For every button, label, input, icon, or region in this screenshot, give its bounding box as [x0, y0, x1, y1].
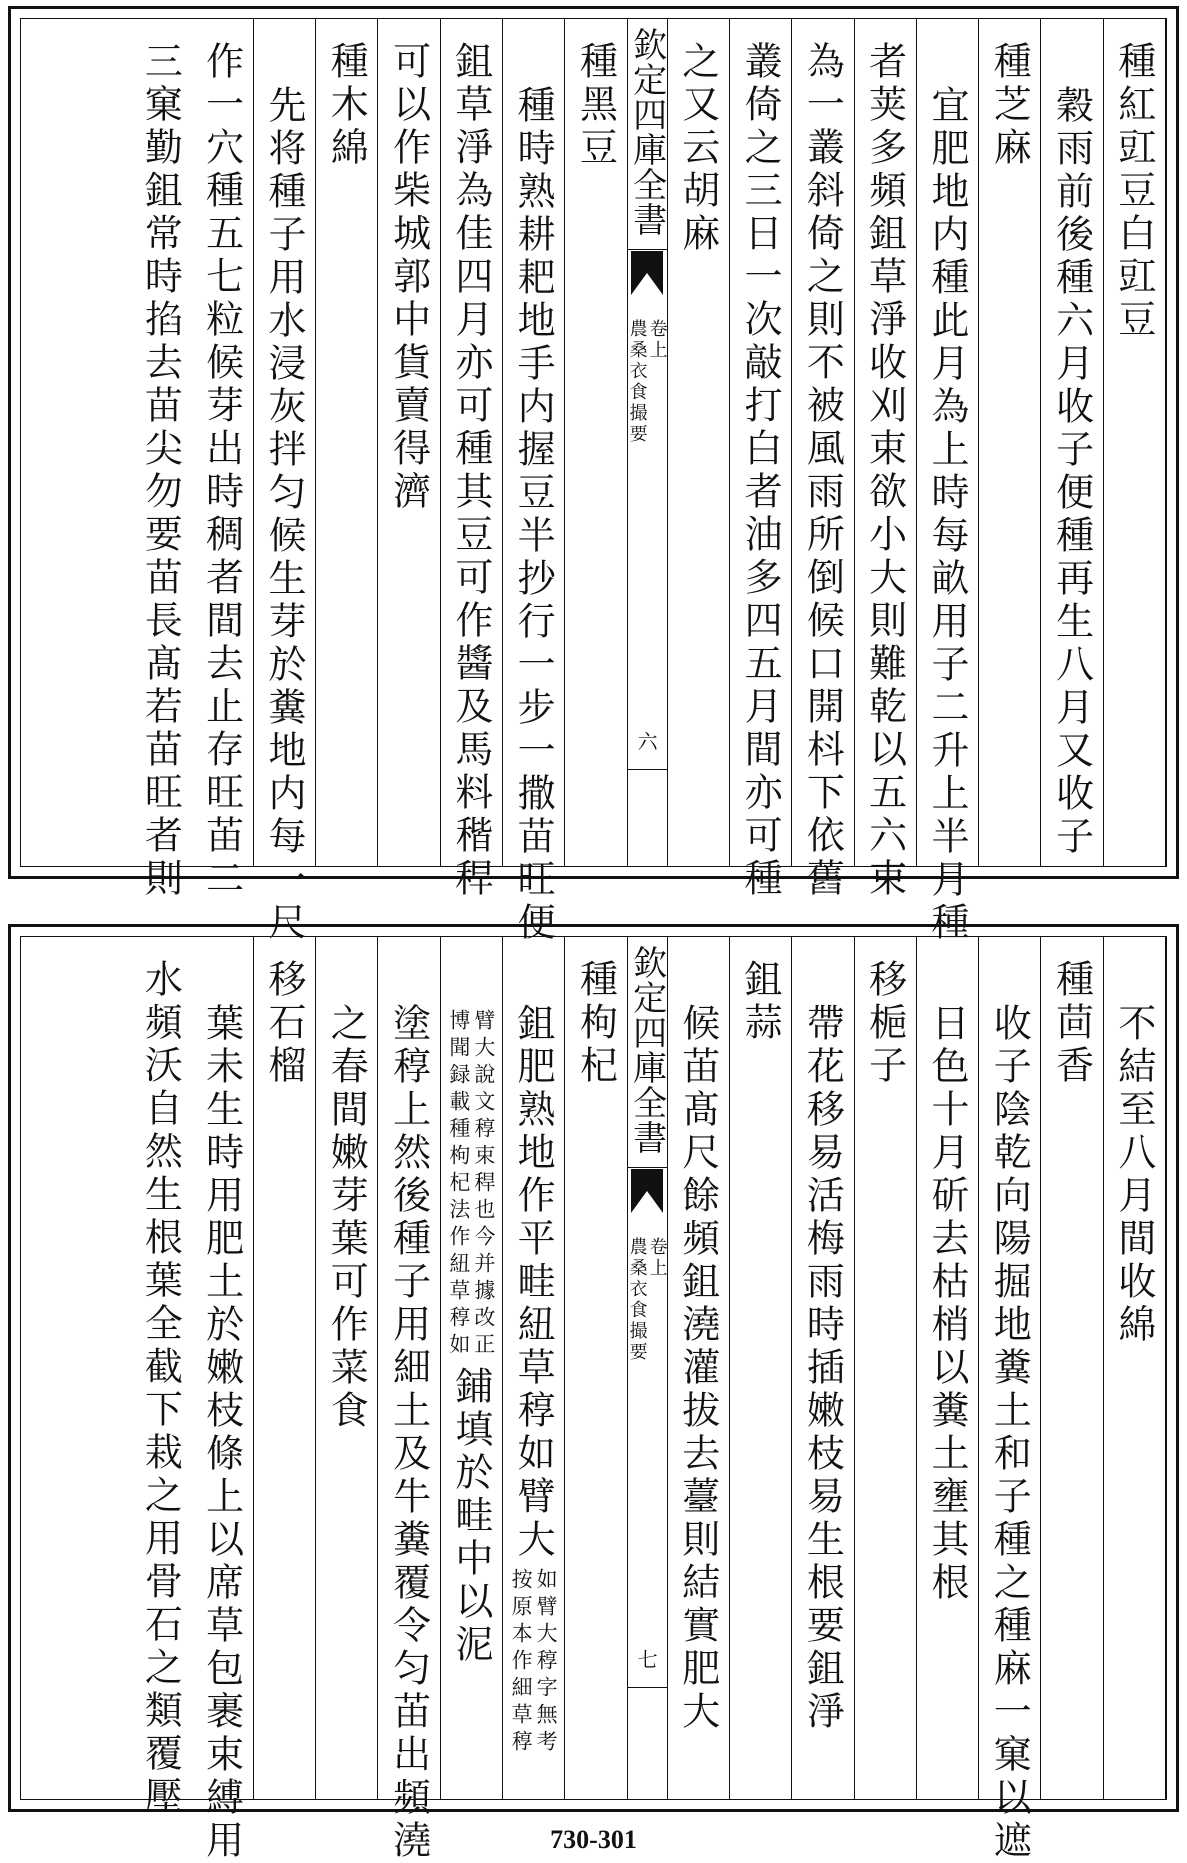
- body-text: 先将種子用水浸灰拌匀候生芽於糞地内每一尺: [261, 85, 306, 945]
- page-code: 730-301: [550, 1825, 637, 1854]
- text-column: [315, 937, 378, 1799]
- heading-text: 移梔子: [862, 959, 907, 1088]
- heading-text: 水頻沃自然生根葉全截下栽之用骨石之類覆壓: [138, 959, 183, 1819]
- heading-text: 種芝麻: [987, 41, 1032, 170]
- banner-rule: [627, 769, 667, 770]
- text-column: [916, 19, 979, 945]
- heading-text: 叢倚之三日一次敲打白者油多四五月間亦可種: [738, 41, 783, 901]
- heading-text: 種紅豇豆白豇豆: [1111, 41, 1156, 342]
- body-text: 日色十月斫去枯梢以糞土壅其根: [924, 1003, 969, 1605]
- heading-text: 種木綿: [324, 41, 369, 170]
- text-column: [978, 937, 1041, 1863]
- text-column: [440, 937, 503, 1799]
- text-column: [253, 19, 316, 945]
- body-text: 葉未生時用肥土於嫩枝條上以席草包裹束縛用: [199, 1003, 244, 1863]
- heading-text: 者荚多頻鉏草淨收刈束欲小大則難乾以五六束: [862, 41, 907, 901]
- book-title-line: 農桑衣食撮要: [626, 1237, 648, 1363]
- text-column: [667, 937, 730, 1799]
- note-line: 臂大說文稕束稈也今并據改正: [471, 1009, 496, 1360]
- text-column: [854, 19, 917, 901]
- heading-text: 鉏草淨為佳四月亦可種其豆可作醬及馬料稭稈: [448, 41, 493, 901]
- text-column: [1103, 937, 1166, 1799]
- text-column: [564, 937, 627, 1799]
- top-page-frame: [20, 18, 1167, 945]
- text-column: [791, 19, 854, 901]
- text-column: [1103, 19, 1166, 866]
- text-column: [315, 19, 378, 866]
- fishtail-mark: [631, 1169, 663, 1213]
- body-text: 不結至八月間收綿: [1111, 1003, 1156, 1347]
- text-column: [377, 937, 440, 1863]
- text-column: [129, 19, 191, 901]
- banner-rule: [627, 1687, 667, 1688]
- text-column: [502, 19, 565, 945]
- commentary-note: [448, 1009, 494, 1360]
- text-column: [667, 19, 730, 866]
- book-title: [627, 319, 667, 739]
- note-line: 按原本作細草稕: [509, 1568, 534, 1757]
- heading-text: 種黑豆: [573, 41, 618, 170]
- text-column: [729, 19, 792, 901]
- leaf-number: 七: [634, 1649, 659, 1669]
- text-column: [191, 19, 254, 901]
- heading-text: 種枸杞: [573, 959, 618, 1088]
- body-text: 宜肥地内種此月為上時每畝用子二升上半月種: [924, 85, 969, 945]
- heading-text: 之又云胡麻: [675, 41, 720, 256]
- body-text: 塗稕上然後種子用細土及牛糞覆令匀苖出頻澆: [386, 1003, 431, 1863]
- book-title: [627, 1237, 667, 1657]
- book-title-line: 卷上: [646, 319, 668, 361]
- text-column: [854, 937, 917, 1799]
- library-title: 欽定四庫全書: [627, 27, 667, 250]
- center-banner: [627, 19, 668, 866]
- top-page: [8, 6, 1179, 945]
- text-column: [564, 19, 627, 866]
- body-text: 帶花移易活梅雨時插嫩枝易生根要鉏淨: [800, 1003, 845, 1734]
- text-column: [191, 937, 254, 1863]
- heading-text: 鉏蒜: [738, 959, 783, 1045]
- commentary-note: [509, 1568, 559, 1757]
- text-column: [729, 937, 792, 1799]
- text-column: [791, 937, 854, 1799]
- body-text: 收子陰乾向陽掘地糞土和子種之種麻一窠以遮: [987, 1003, 1032, 1863]
- heading-text: 移石榴: [261, 959, 306, 1088]
- text-column: [253, 937, 316, 1799]
- heading-text: 三窠勤鉏常時掐去苗尖勿要苗長髙若苗旺者則: [138, 41, 183, 901]
- main-text: 鉏肥熟地作平畦紐草稕如臂大: [511, 1003, 556, 1562]
- body-text: 之春間嫩芽葉可作菜食: [324, 1003, 369, 1433]
- main-text: 鋪填於畦中以泥: [448, 1366, 493, 1667]
- heading-text: 為一叢斜倚之則不被風雨所倒候口開枓下依舊: [800, 41, 845, 901]
- text-column: [502, 937, 565, 1799]
- text-column: [916, 937, 979, 1799]
- note-line: 博聞録載種枸杞法作紐草稕如: [446, 1009, 471, 1360]
- body-text: 種時熟耕耙地手内握豆半抄行一步一撒苗旺便: [511, 85, 556, 945]
- book-title-line: 農桑衣食撮要: [626, 319, 648, 445]
- text-column: [1040, 19, 1103, 866]
- text-column: [440, 19, 503, 901]
- text-column: [1040, 937, 1103, 1799]
- note-line: 如臂大稕字無考: [534, 1568, 559, 1757]
- body-text: 穀雨前後種六月收子便種再生八月又收子: [1049, 85, 1094, 859]
- leaf-number: 六: [634, 731, 659, 751]
- book-title-line: 卷上: [646, 1237, 668, 1279]
- center-banner: [627, 937, 668, 1799]
- text-column: [129, 937, 191, 1819]
- heading-text: 種茴香: [1049, 959, 1094, 1088]
- text-column: [978, 19, 1041, 866]
- fishtail-mark: [631, 251, 663, 295]
- library-title: 欽定四庫全書: [627, 945, 667, 1168]
- heading-text: 作一穴種五七粒候芽出時稠者間去止存旺苖二: [199, 41, 244, 901]
- text-column: [377, 19, 440, 866]
- body-text: 候苖髙尺餘頻鉏澆灌拔去薹則結實肥大: [675, 1003, 720, 1734]
- heading-text: 可以作柴城郭中貨賣得濟: [386, 41, 431, 514]
